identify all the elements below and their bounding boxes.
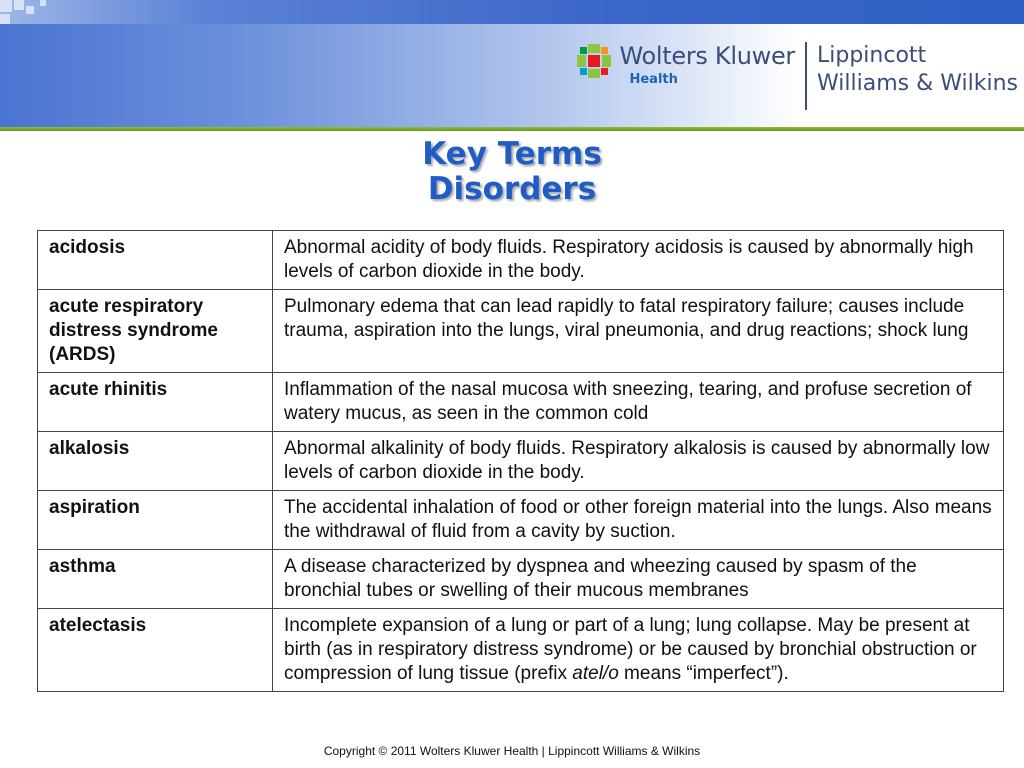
term-cell: acidosis [38,231,273,290]
copyright-footer: Copyright © 2011 Wolters Kluwer Health | Lippincott Williams & Wilkins [323,744,701,758]
partner-name-line2: Williams & Wilkins [817,71,1018,96]
definition-text: Incomplete expansion of a lung or part of a lung; lung collapse. May be present at birth (as in respiratory distress syndrome) or be caused by bronchial obstruction or compression of lung tissue (prefix [284,615,977,684]
table-row [38,373,1004,432]
definition-cell: Pulmonary edema that can lead rapidly to fatal respiratory failure; causes include trauma, aspiration into the lungs, viral pneumonia, and drug reactions; shock lung [273,290,1004,373]
table-row [38,290,1004,373]
corner-decoration [0,0,60,30]
division-name: Health [629,72,678,87]
definition-cell [273,609,1004,692]
definition-cell: A disease characterized by dyspnea and wheezing caused by spasm of the bronchial tubes or swelling of their mucous membranes [273,550,1004,609]
header-green-rule [0,127,1024,131]
term-cell: aspiration [38,491,273,550]
definition-cell: Inflammation of the nasal mucosa with sneezing, tearing, and profuse secretion of watery mucus, as seen in the common cold [273,373,1004,432]
header-top-strip [0,0,1024,24]
table-row [38,231,1004,290]
logo-divider [805,42,807,110]
term-cell: acute respiratory distress syndrome (ARDS) [38,290,273,373]
publisher-logo [577,42,1018,112]
company-name: Wolters Kluwer [619,42,795,70]
prefix-text: atel/o [572,663,619,684]
term-cell: alkalosis [38,432,273,491]
term-cell: atelectasis [38,609,273,692]
term-cell: acute rhinitis [38,373,273,432]
table-row [38,609,1004,692]
table-row [38,491,1004,550]
definition-cell: The accidental inhalation of food or other foreign material into the lungs. Also means the withdrawal of fluid from a cavity by suction. [273,491,1004,550]
key-terms-table [37,230,1004,692]
definition-cell: Abnormal acidity of body fluids. Respiratory acidosis is caused by abnormally high levels of carbon dioxide in the body. [273,231,1004,290]
title-line-2: Disorders [427,171,597,207]
title-line-1: Key Terms [422,136,602,172]
wolters-kluwer-globe-icon [577,44,611,78]
table-row [38,432,1004,491]
definition-text-end: means “imperfect”). [618,663,789,684]
partner-name-line1: Lippincott [817,43,927,68]
table-row [38,550,1004,609]
term-cell: asthma [38,550,273,609]
definition-cell: Abnormal alkalinity of body fluids. Respiratory alkalosis is caused by abnormally low levels of carbon dioxide in the body. [273,432,1004,491]
slide-title [0,137,1024,207]
